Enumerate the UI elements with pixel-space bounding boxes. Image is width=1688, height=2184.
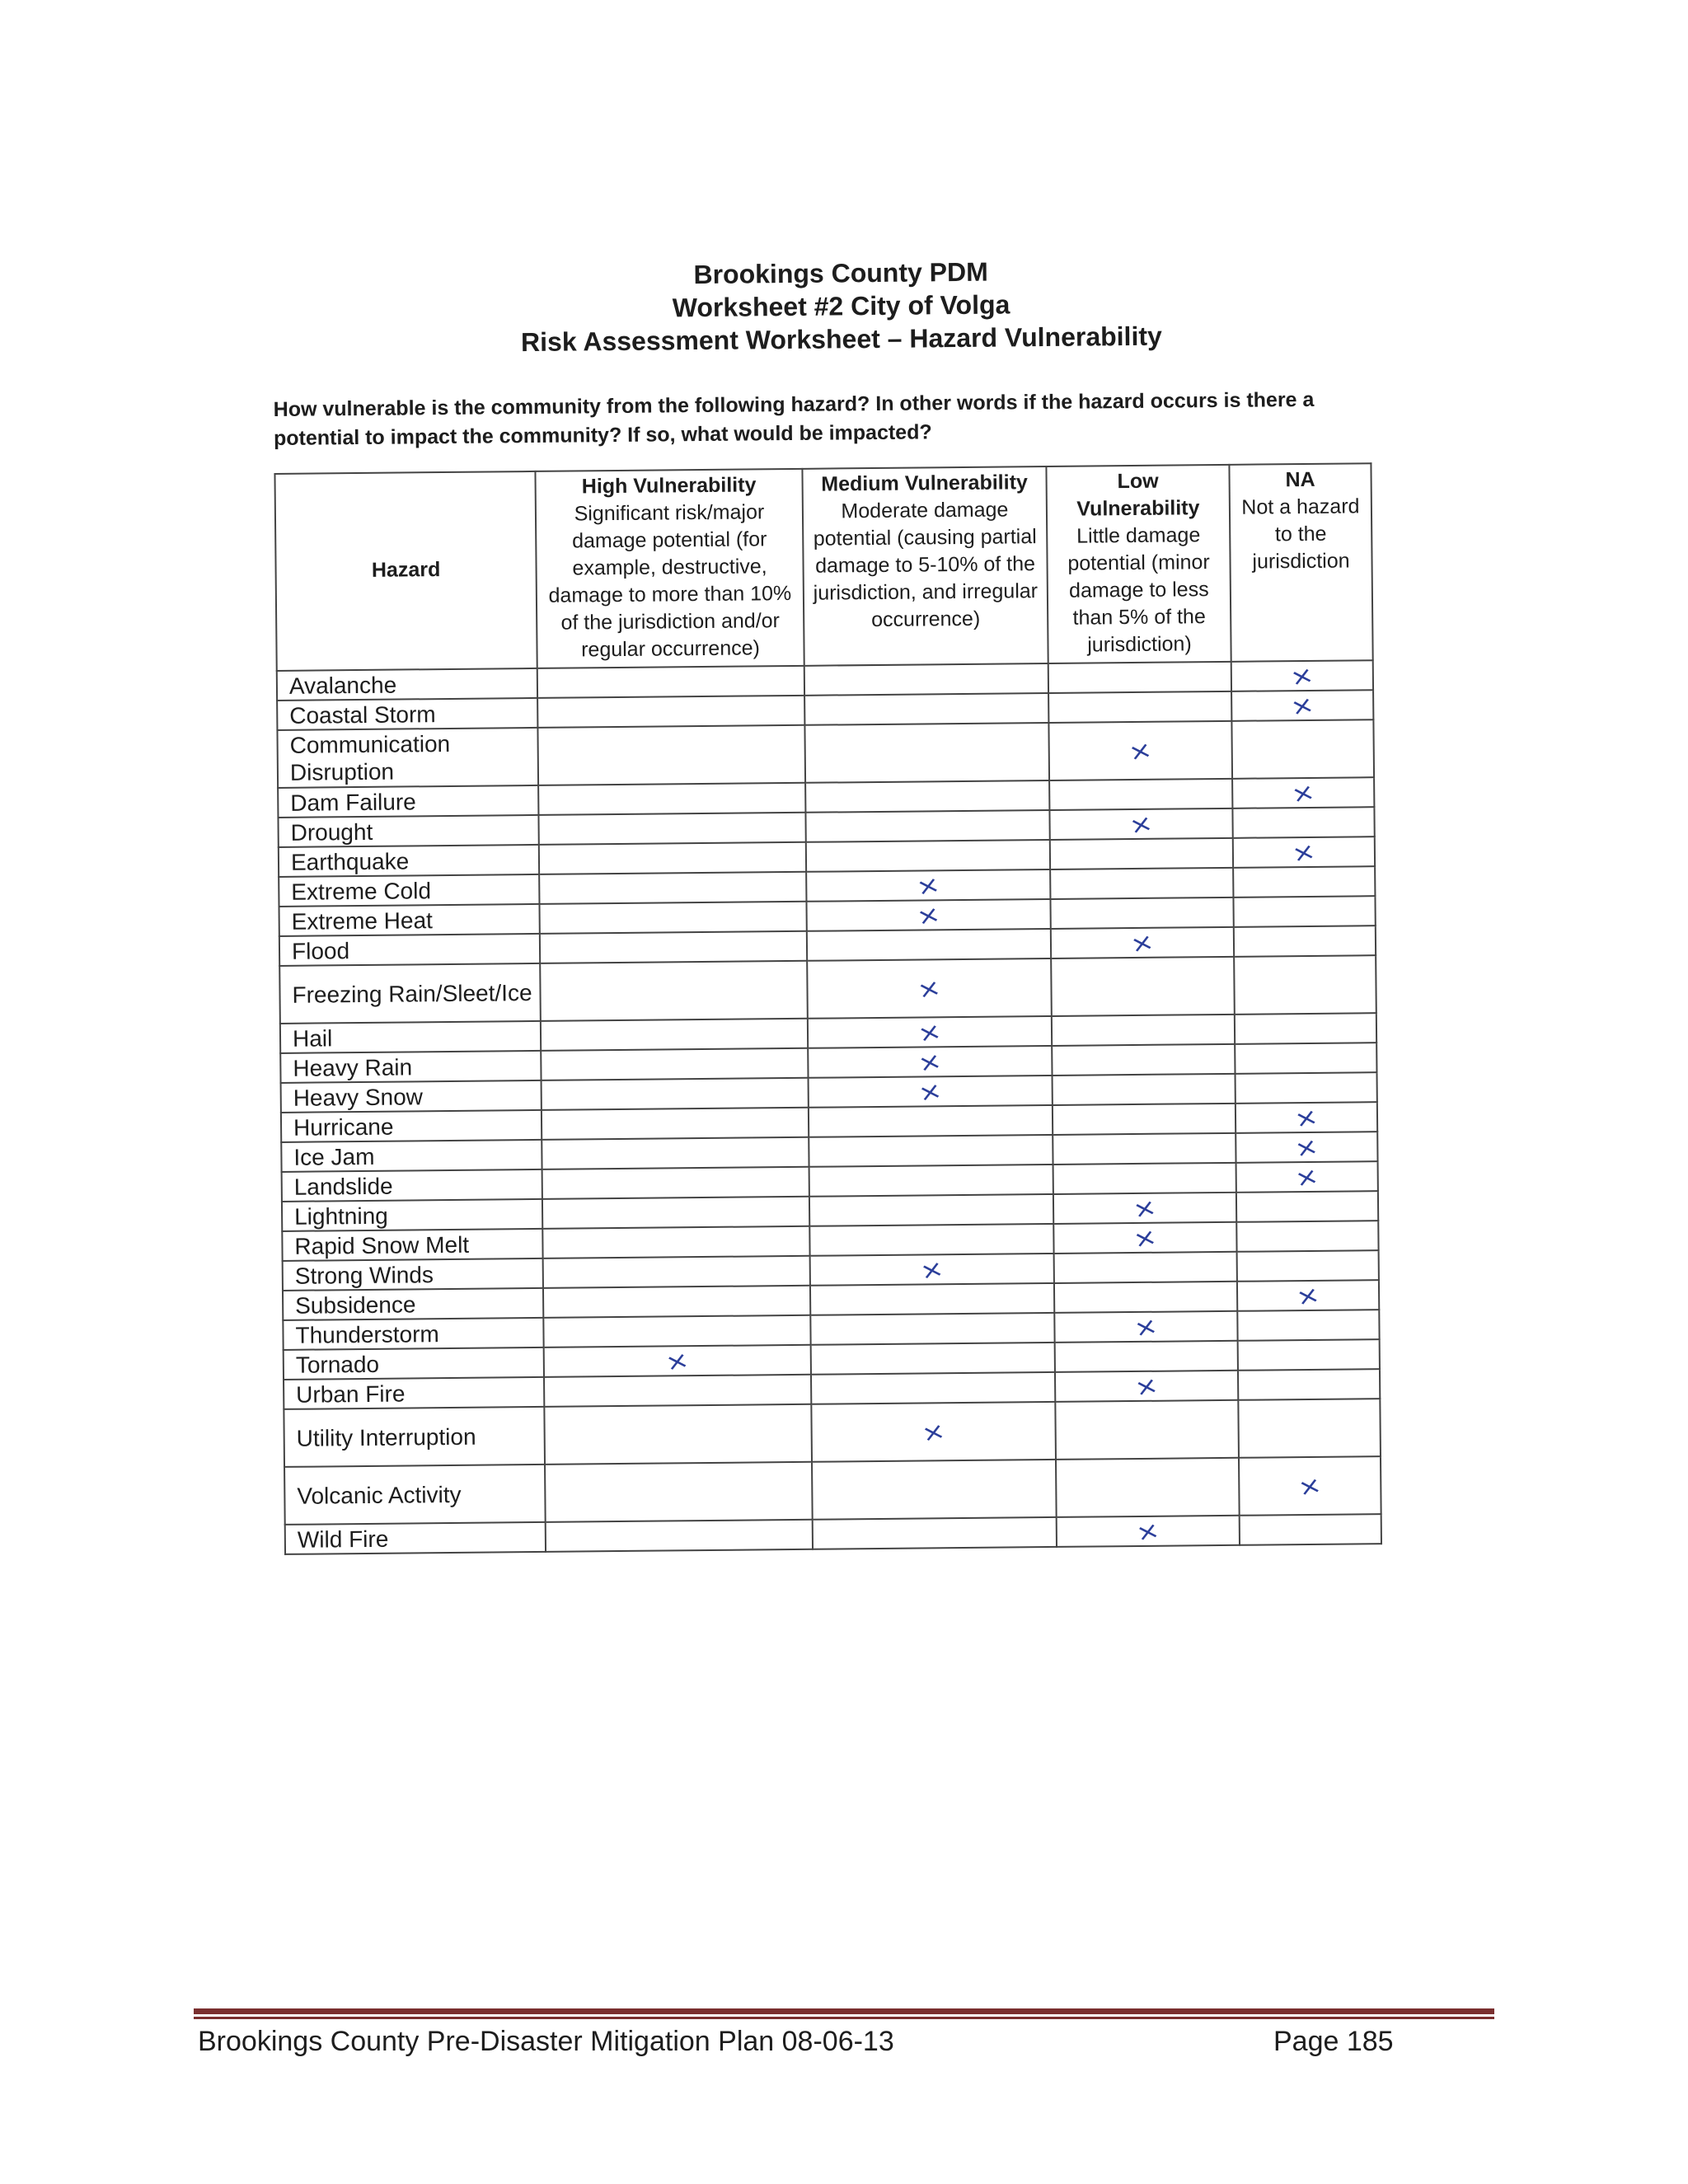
rating-cell-low bbox=[1057, 1516, 1240, 1547]
header-na-desc: Not a hazard to the jurisdiction bbox=[1241, 494, 1360, 574]
handwritten-check-mark: × bbox=[1292, 1101, 1321, 1134]
rating-cell-high bbox=[542, 1078, 809, 1110]
rating-cell-na bbox=[1234, 955, 1376, 1015]
rating-cell-low bbox=[1054, 1252, 1237, 1283]
rating-cell-high bbox=[540, 931, 807, 963]
hazard-name: Tornado bbox=[284, 1347, 544, 1380]
rating-cell-low bbox=[1055, 1400, 1239, 1460]
hazard-name: Extreme Cold bbox=[279, 874, 539, 907]
header-low bbox=[1046, 465, 1231, 663]
rating-cell-na bbox=[1238, 1369, 1380, 1400]
rating-cell-medium bbox=[805, 780, 1049, 813]
footer-document-title: Brookings County Pre-Disaster Mitigation Plan 08-06-13 bbox=[198, 2026, 894, 2057]
rating-cell-medium bbox=[809, 1194, 1053, 1226]
hazard-name: Extreme Heat bbox=[279, 904, 540, 936]
rating-cell-na bbox=[1231, 690, 1373, 721]
rating-cell-low bbox=[1048, 662, 1231, 693]
rating-cell-na bbox=[1240, 1514, 1381, 1545]
rating-cell-na bbox=[1232, 807, 1374, 838]
rating-cell-medium bbox=[804, 663, 1048, 696]
header-medium bbox=[802, 466, 1048, 666]
rating-cell-high bbox=[544, 1375, 811, 1407]
rating-cell-high bbox=[544, 1345, 811, 1377]
hazard-name: Hail bbox=[280, 1021, 541, 1053]
rating-cell-low bbox=[1049, 779, 1232, 810]
hazard-name: Wild Fire bbox=[285, 1522, 546, 1554]
hazard-name: Avalanche bbox=[277, 668, 537, 701]
rating-cell-low bbox=[1053, 1222, 1236, 1254]
handwritten-check-mark: × bbox=[914, 899, 943, 931]
header-low-title: Low Vulnerability bbox=[1076, 469, 1200, 521]
hazard-name: Flood bbox=[279, 934, 540, 966]
hazard-name: Earthquake bbox=[279, 845, 539, 877]
rating-cell-low bbox=[1051, 927, 1234, 958]
hazard-name: Heavy Snow bbox=[281, 1080, 542, 1113]
handwritten-check-mark: × bbox=[1289, 836, 1319, 869]
table-row bbox=[284, 1456, 1381, 1525]
rating-cell-high bbox=[546, 1520, 813, 1552]
hazard-rows bbox=[277, 660, 1381, 1554]
footer-page-number: Page 185 bbox=[1273, 2026, 1394, 2057]
rating-cell-low bbox=[1052, 1015, 1235, 1046]
header-high-desc: Significant risk/major damage potential (for example, destructive, damage to more than 10% of the jurisdiction and/or regular occurrence) bbox=[548, 500, 792, 662]
rating-cell-medium bbox=[810, 1283, 1054, 1315]
header-na-title: NA bbox=[1285, 467, 1315, 492]
handwritten-check-mark: × bbox=[916, 1076, 945, 1108]
rating-cell-na bbox=[1234, 926, 1376, 957]
rating-cell-low bbox=[1053, 1074, 1236, 1105]
hazard-name: Subsidence bbox=[283, 1288, 543, 1320]
header-high-title: High Vulnerability bbox=[581, 473, 757, 499]
rating-cell-high bbox=[537, 666, 804, 698]
handwritten-check-mark: × bbox=[1132, 1310, 1160, 1343]
title-line-1: Brookings County PDM bbox=[693, 256, 988, 290]
rating-cell-medium bbox=[809, 1224, 1053, 1256]
hazard-name: Drought bbox=[278, 815, 538, 847]
handwritten-check-mark: × bbox=[1126, 734, 1156, 767]
rating-cell-high bbox=[542, 1137, 809, 1169]
worksheet-titles bbox=[272, 251, 1410, 361]
handwritten-check-mark: × bbox=[1293, 1279, 1323, 1312]
hazard-name: Landslide bbox=[282, 1169, 542, 1202]
hazard-name: Lightning bbox=[282, 1199, 542, 1231]
rating-cell-medium bbox=[806, 840, 1050, 872]
hazard-name: Hurricane bbox=[281, 1110, 542, 1142]
rating-cell-na bbox=[1233, 866, 1375, 898]
rating-cell-na bbox=[1236, 1191, 1378, 1222]
rating-cell-medium bbox=[807, 929, 1051, 961]
rating-cell-na bbox=[1238, 1399, 1381, 1458]
hazard-name: Rapid Snow Melt bbox=[282, 1229, 542, 1261]
rating-cell-medium bbox=[809, 1135, 1053, 1167]
handwritten-check-mark: × bbox=[919, 1416, 948, 1448]
rating-cell-medium bbox=[813, 1517, 1057, 1549]
rating-cell-medium bbox=[809, 1165, 1053, 1197]
hazard-name: Thunderstorm bbox=[283, 1318, 543, 1350]
rating-cell-low bbox=[1048, 721, 1232, 780]
rating-cell-na bbox=[1235, 1043, 1376, 1074]
handwritten-check-mark: × bbox=[1288, 776, 1318, 809]
handwritten-check-mark: × bbox=[916, 1046, 945, 1078]
handwritten-check-mark: × bbox=[1295, 1469, 1325, 1502]
footer-rule-thin bbox=[194, 2017, 1494, 2019]
footer-rule-thick bbox=[194, 2008, 1494, 2014]
header-medium-desc: Moderate damage potential (causing partial damage to 5-10% of the jurisdiction, and irregular occurrence) bbox=[813, 498, 1039, 632]
rating-cell-na bbox=[1237, 1250, 1379, 1282]
header-row bbox=[274, 463, 1372, 671]
worksheet-scan bbox=[272, 251, 1422, 1555]
rating-cell-low bbox=[1050, 898, 1233, 929]
hazard-name: Utility Interruption bbox=[284, 1407, 545, 1467]
hazard-name: Ice Jam bbox=[281, 1140, 542, 1172]
rating-cell-medium bbox=[812, 1460, 1057, 1520]
rating-cell-medium bbox=[811, 1372, 1055, 1404]
rating-cell-high bbox=[539, 872, 806, 904]
worksheet-question: How vulnerable is the community from the following hazard? In other words if the hazard occurs is there a potential to impact the community? If so, what would be impacted? bbox=[273, 387, 1315, 450]
rating-cell-medium bbox=[805, 810, 1049, 842]
header-medium-title: Medium Vulnerability bbox=[821, 471, 1028, 496]
rating-cell-low bbox=[1050, 868, 1233, 899]
rating-cell-medium bbox=[807, 958, 1052, 1019]
handwritten-check-mark: × bbox=[1287, 659, 1317, 692]
rating-cell-na bbox=[1232, 777, 1374, 808]
rating-cell-medium bbox=[806, 869, 1050, 902]
rating-cell-high bbox=[537, 696, 804, 728]
rating-cell-low bbox=[1056, 1458, 1240, 1517]
rating-cell-high bbox=[542, 1108, 809, 1140]
handwritten-check-mark: × bbox=[1292, 1160, 1322, 1193]
rating-cell-na bbox=[1237, 1310, 1379, 1341]
rating-cell-low bbox=[1052, 1044, 1235, 1076]
rating-cell-low bbox=[1053, 1104, 1236, 1135]
rating-cell-high bbox=[543, 1286, 810, 1318]
hazard-name: Volcanic Activity bbox=[284, 1465, 546, 1525]
header-hazard: Hazard bbox=[274, 471, 537, 671]
rating-cell-na bbox=[1236, 1072, 1377, 1104]
rating-cell-na bbox=[1235, 1013, 1376, 1044]
rating-cell-high bbox=[545, 1462, 813, 1522]
rating-cell-high bbox=[543, 1256, 810, 1288]
handwritten-check-mark: × bbox=[1292, 1131, 1321, 1164]
handwritten-check-mark: × bbox=[1128, 926, 1157, 959]
rating-cell-medium bbox=[811, 1402, 1056, 1462]
handwritten-check-mark: × bbox=[915, 972, 944, 1005]
rating-cell-medium bbox=[804, 723, 1049, 783]
handwritten-check-mark: × bbox=[1130, 1192, 1160, 1225]
rating-cell-medium bbox=[806, 899, 1050, 931]
hazard-vulnerability-table bbox=[274, 462, 1382, 1555]
rating-cell-high bbox=[538, 783, 805, 815]
table-row bbox=[279, 955, 1376, 1024]
rating-cell-na bbox=[1233, 896, 1375, 927]
hazard-name: Freezing Rain/Sleet/Ice bbox=[279, 963, 541, 1024]
handwritten-check-mark: × bbox=[1127, 808, 1156, 841]
handwritten-check-mark: × bbox=[1132, 1370, 1161, 1403]
rating-cell-medium bbox=[808, 1046, 1052, 1078]
rating-cell-low bbox=[1049, 808, 1232, 840]
rating-cell-medium bbox=[809, 1076, 1053, 1108]
handwritten-check-mark: × bbox=[917, 1254, 947, 1286]
title-line-2: Worksheet #2 City of Volga bbox=[672, 289, 1010, 323]
rating-cell-low bbox=[1053, 1133, 1236, 1165]
handwritten-check-mark: × bbox=[1287, 689, 1317, 722]
handwritten-check-mark: × bbox=[1133, 1515, 1163, 1548]
rating-cell-medium bbox=[811, 1343, 1055, 1375]
rating-cell-high bbox=[537, 725, 805, 785]
hazard-name: Dam Failure bbox=[278, 785, 538, 818]
rating-cell-low bbox=[1055, 1371, 1238, 1402]
rating-cell-high bbox=[541, 1048, 808, 1080]
rating-cell-na bbox=[1239, 1456, 1381, 1516]
rating-cell-high bbox=[543, 1315, 810, 1347]
rating-cell-medium bbox=[809, 1105, 1053, 1137]
rating-cell-high bbox=[544, 1404, 812, 1465]
hazard-name: Heavy Rain bbox=[280, 1051, 541, 1083]
handwritten-check-mark: × bbox=[663, 1345, 692, 1377]
table-row bbox=[284, 1399, 1381, 1467]
rating-cell-high bbox=[539, 902, 806, 934]
rating-cell-low bbox=[1051, 957, 1235, 1016]
rating-cell-medium bbox=[808, 1016, 1052, 1048]
rating-cell-high bbox=[541, 1019, 808, 1051]
rating-cell-medium bbox=[810, 1254, 1054, 1286]
handwritten-check-mark: × bbox=[913, 869, 943, 902]
title-line-3: Risk Assessment Worksheet – Hazard Vulnerability bbox=[520, 321, 1162, 358]
rating-cell-low bbox=[1053, 1193, 1236, 1224]
header-low-desc: Little damage potential (minor damage to less than 5% of the jurisdiction) bbox=[1067, 523, 1210, 657]
rating-cell-low bbox=[1055, 1341, 1238, 1372]
rating-cell-low bbox=[1054, 1282, 1237, 1313]
hazard-name: Strong Winds bbox=[283, 1258, 543, 1291]
rating-cell-na bbox=[1236, 1102, 1377, 1133]
rating-cell-na bbox=[1237, 1280, 1379, 1311]
hazard-name: Urban Fire bbox=[284, 1377, 544, 1409]
rating-cell-medium bbox=[810, 1313, 1054, 1345]
table-row bbox=[277, 719, 1374, 788]
rating-cell-low bbox=[1054, 1311, 1237, 1343]
hazard-name: Communication Disruption bbox=[277, 728, 538, 788]
rating-cell-na bbox=[1236, 1132, 1377, 1163]
rating-cell-high bbox=[542, 1226, 809, 1258]
header-high bbox=[535, 469, 804, 668]
rating-cell-na bbox=[1231, 719, 1374, 779]
rating-cell-low bbox=[1048, 691, 1231, 723]
handwritten-check-mark: × bbox=[915, 1016, 945, 1048]
rating-cell-na bbox=[1236, 1161, 1378, 1193]
rating-cell-high bbox=[539, 842, 806, 874]
rating-cell-low bbox=[1050, 838, 1233, 869]
rating-cell-high bbox=[542, 1197, 809, 1229]
rating-cell-high bbox=[538, 813, 805, 845]
hazard-name: Coastal Storm bbox=[277, 698, 537, 730]
rating-cell-high bbox=[542, 1167, 809, 1199]
rating-cell-high bbox=[540, 961, 808, 1021]
rating-cell-na bbox=[1231, 660, 1373, 691]
header-na bbox=[1229, 463, 1372, 662]
handwritten-check-mark: × bbox=[1131, 1221, 1160, 1254]
rating-cell-na bbox=[1236, 1221, 1378, 1252]
rating-cell-medium bbox=[804, 693, 1048, 725]
rating-cell-na bbox=[1238, 1339, 1380, 1371]
rating-cell-low bbox=[1053, 1163, 1236, 1194]
rating-cell-na bbox=[1233, 837, 1375, 868]
